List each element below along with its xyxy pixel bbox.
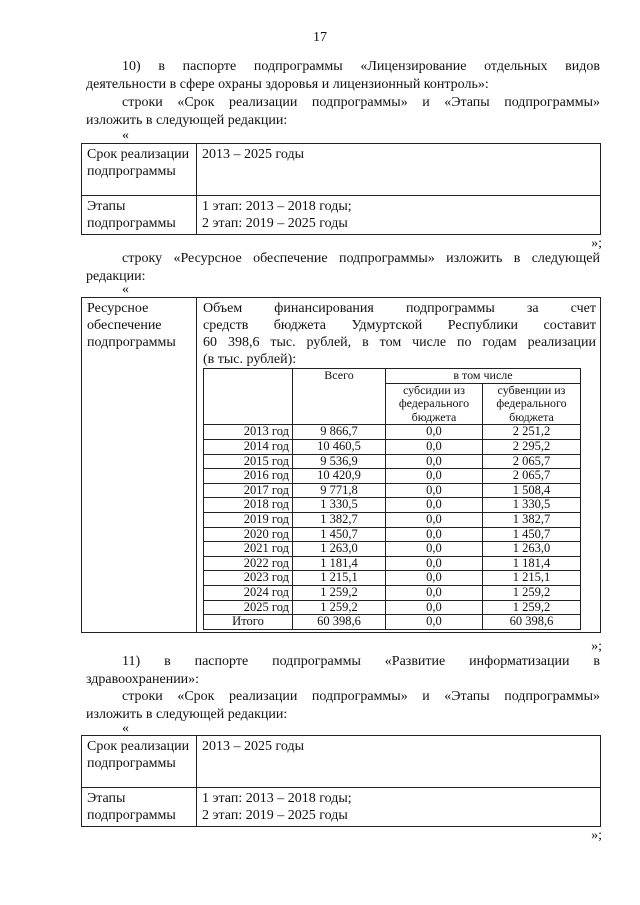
- funding-years-table: [203, 368, 581, 630]
- cell-year: 2023 год: [204, 571, 293, 586]
- item11-open-quote: «: [122, 721, 129, 736]
- cell-total: 10 420,9: [293, 469, 386, 484]
- table-row: [204, 483, 581, 498]
- cell-year: 2025 год: [204, 600, 293, 615]
- cell-total: 1 263,0: [293, 542, 386, 557]
- total-row: Итого 60 398,6 0,0 60 398,6: [204, 615, 581, 630]
- cell-subv: 1 215,1: [482, 571, 580, 586]
- cell-sub: 0,0: [386, 439, 483, 454]
- resource-content: [197, 298, 601, 633]
- cell-subv: 2 065,7: [482, 454, 580, 469]
- cell-sub: 0,0: [386, 425, 483, 440]
- stages-value: [197, 788, 601, 827]
- cell-sub: 0,0: [386, 454, 483, 469]
- cell-year: 2015 год: [204, 454, 293, 469]
- table-row: [204, 527, 581, 542]
- item11-rows-line2: изложить в следующей редакции:: [86, 707, 288, 722]
- cell-sub: 0,0: [386, 556, 483, 571]
- total-header: Всего: [293, 369, 386, 425]
- cell-sub: 0,0: [386, 600, 483, 615]
- table-row: [204, 512, 581, 527]
- cell-sub: 0,0: [386, 498, 483, 513]
- cell-year: 2014 год: [204, 439, 293, 454]
- stage-1: 1 этап: 2013 – 2018 годы;: [202, 791, 352, 806]
- cell-subv: 2 295,2: [482, 439, 580, 454]
- table-row: [204, 498, 581, 513]
- subv-header: субвенции из федерального бюджета: [482, 383, 580, 425]
- cell-total: 9 771,8: [293, 483, 386, 498]
- cell-total: 1 259,2: [293, 585, 386, 600]
- cell-total: 1 450,7: [293, 527, 386, 542]
- item11-intro-line1: 11) в паспорте подпрограммы «Развитие информатизации в: [122, 654, 600, 669]
- stages-label: Этапы подпрограммы: [82, 788, 197, 827]
- cell-sub: 0,0: [386, 542, 483, 557]
- item10-close-quote2: »;: [591, 639, 602, 654]
- item11-passport-table: [81, 735, 601, 827]
- cell-year: 2024 год: [204, 585, 293, 600]
- cell-subv: 1 259,2: [482, 585, 580, 600]
- cell-total: 9 536,9: [293, 454, 386, 469]
- resource-text: Объем финансирования подпрограммы за счет средств бюджета Удмуртской Республики составит 60 398,6 тыс. рублей, в том числе по годам реализации (в тыс. рублей):: [203, 301, 596, 367]
- cell-sub: 0,0: [386, 571, 483, 586]
- stage-2: 2 этап: 2019 – 2025 годы: [202, 808, 348, 823]
- cell-total: 9 866,7: [293, 425, 386, 440]
- cell-year: 2016 год: [204, 469, 293, 484]
- item10-rows-line2: изложить в следующей редакции:: [86, 113, 288, 128]
- cell-subv: 1 508,4: [482, 483, 580, 498]
- cell-year: 2022 год: [204, 556, 293, 571]
- item10-close-quote: »;: [591, 236, 602, 251]
- cell-total: 1 382,7: [293, 512, 386, 527]
- year-rows: [204, 425, 581, 615]
- sub-header: субсидии из федерального бюджета: [386, 383, 483, 425]
- cell-total: 1 181,4: [293, 556, 386, 571]
- item10-open-quote: «: [122, 128, 129, 143]
- table-row: [204, 600, 581, 615]
- stages-value: [197, 196, 601, 235]
- resource-table: [81, 297, 601, 633]
- item11-rows-line1: строки «Срок реализации подпрограммы» и «Этапы подпрограммы»: [122, 689, 600, 704]
- table-row: [204, 469, 581, 484]
- table-row: [204, 542, 581, 557]
- cell-subv: 1 259,2: [482, 600, 580, 615]
- cell-year: 2017 год: [204, 483, 293, 498]
- stage-2: 2 этап: 2019 – 2025 годы: [202, 216, 348, 231]
- table-row: [204, 556, 581, 571]
- table-row: [204, 425, 581, 440]
- cell-sub: 0,0: [386, 469, 483, 484]
- cell-sub: 0,0: [386, 512, 483, 527]
- page-number: 17: [313, 30, 327, 45]
- cell-subv: 1 263,0: [482, 542, 580, 557]
- term-value: 2013 – 2025 годы: [197, 144, 601, 196]
- term-label: Срок реализации подпрограммы: [82, 144, 197, 196]
- cell-year: 2020 год: [204, 527, 293, 542]
- item10-res-line1: строку «Ресурсное обеспечение подпрограммы» изложить в следующей: [122, 251, 600, 266]
- cell-year: 2013 год: [204, 425, 293, 440]
- cell-subv: 1 382,7: [482, 512, 580, 527]
- cell-year: 2021 год: [204, 542, 293, 557]
- term-value: 2013 – 2025 годы: [197, 736, 601, 788]
- table-row: [204, 571, 581, 586]
- year-header-empty: [204, 369, 293, 425]
- item10-passport-table: [81, 143, 601, 235]
- cell-subv: 1 450,7: [482, 527, 580, 542]
- incl-header: в том числе: [386, 369, 581, 384]
- item11-close-quote: »;: [591, 828, 602, 843]
- cell-sub: 0,0: [386, 527, 483, 542]
- cell-sub: 0,0: [386, 585, 483, 600]
- item10-intro-line2: деятельности в сфере охраны здоровья и лицензионный контроль»:: [86, 77, 489, 92]
- table-row: [204, 439, 581, 454]
- term-label: Срок реализации подпрограммы: [82, 736, 197, 788]
- cell-subv: 1 181,4: [482, 556, 580, 571]
- cell-subv: 2 251,2: [482, 425, 580, 440]
- table-row: [204, 454, 581, 469]
- item10-rows-line1: строки «Срок реализации подпрограммы» и «Этапы подпрограммы»: [122, 95, 600, 110]
- stages-label: Этапы подпрограммы: [82, 196, 197, 235]
- stage-1: 1 этап: 2013 – 2018 годы;: [202, 199, 352, 214]
- cell-year: 2018 год: [204, 498, 293, 513]
- cell-sub: 0,0: [386, 483, 483, 498]
- cell-total: 1 259,2: [293, 600, 386, 615]
- cell-total: 1 215,1: [293, 571, 386, 586]
- cell-subv: 1 330,5: [482, 498, 580, 513]
- cell-total: 10 460,5: [293, 439, 386, 454]
- cell-year: 2019 год: [204, 512, 293, 527]
- item10-res-line2: редакции:: [86, 269, 146, 284]
- item10-intro-line1: 10) в паспорте подпрограммы «Лицензирование отдельных видов: [122, 59, 600, 74]
- cell-subv: 2 065,7: [482, 469, 580, 484]
- resource-label: Ресурсное обеспечение подпрограммы: [82, 298, 197, 633]
- table-row: [204, 585, 581, 600]
- cell-total: 1 330,5: [293, 498, 386, 513]
- item10-open-quote2: «: [122, 282, 129, 297]
- item11-intro-line2: здравоохранении»:: [86, 672, 200, 687]
